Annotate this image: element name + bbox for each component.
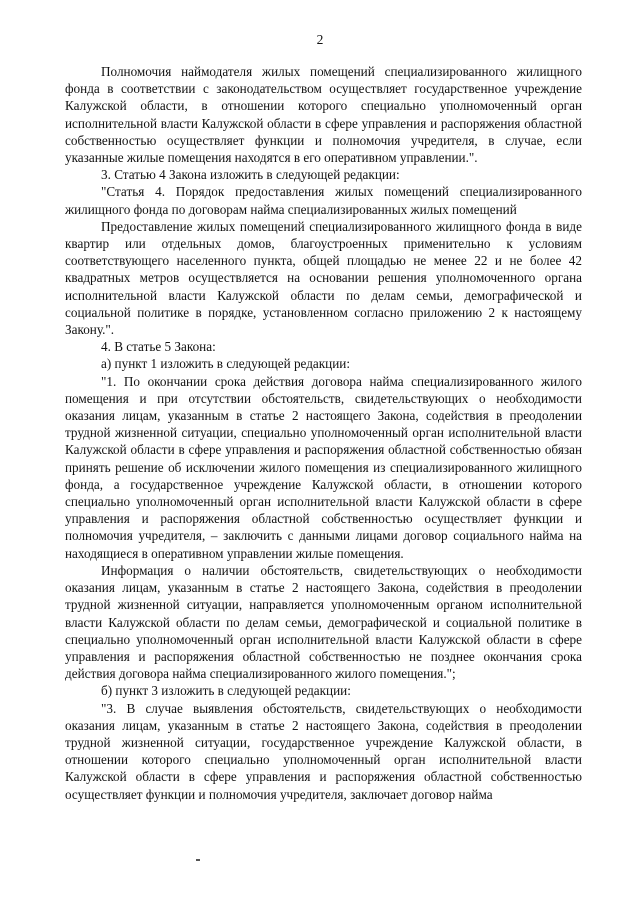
paragraph-landlord-powers: Полномочия наймодателя жилых помещений специализированного жилищного фонда в соответствии с законодательством осуществляет государственное учреждение Калужской области, в отношении которого специально уполномоченный орган исполнительной власти Калужской области в сфере управления и распоряжения областной собственностью осуществляет функции и полномочия учредителя, в случае, если указанные жилые помещения находятся в его оперативном управлении.".: [65, 64, 582, 166]
paragraph-article-4-text: Предоставление жилых помещений специализированного жилищного фонда в виде квартир или отдельных домов, благоустроенных применительно к условиям соответствующего населенного пункта, общей площадью не менее 22 и не более 42 квадратных метров осуществляется на основании решения уполномоченного органа исполнительной власти Калужской области по делам семьи, демографической и социальной политике в порядке, установленном согласно приложению 2 к настоящему Закону.".: [65, 218, 582, 338]
paragraph-subitem-b: б) пункт 3 изложить в следующей редакции:: [101, 683, 351, 699]
paragraph-clause-1: "1. По окончании срока действия договора найма специализированного жилого помещения и при отсутствии обстоятельств, свидетельствующих о необходимости оказания лицам, указанным в статье 2 настоящего Закона, содействия в преодолении трудной жизненной ситуации, специально уполномоченный орган исполнительной власти Калужской области в сфере управления и распоряжения областной собственностью обязан принять решение об исключении жилого помещения из специализированного жилищного фонда, а государственное учреждение Калужской области, в отношении которого специально уполномоченный орган исполнительной власти Калужской области в сфере управления и распоряжения областной собственностью осуществляет функции и полномочия учредителя, – заключить с данными лицами договор социального найма на находящиеся в оперативном управлении жилые помещения.: [65, 373, 582, 561]
paragraph-subitem-a: а) пункт 1 изложить в следующей редакции:: [101, 356, 351, 372]
paragraph-article-4-title: "Статья 4. Порядок предоставления жилых помещений специализированного жилищного фонда по договорам найма специализированных жилых помещений: [65, 184, 582, 217]
paragraph-item-4: 4. В статье 5 Закона:: [101, 339, 216, 355]
document-body: [65, 63, 582, 803]
page-number: 2: [316, 32, 324, 47]
paragraph-item-3: 3. Статью 4 Закона изложить в следующей редакции:: [101, 167, 400, 183]
paragraph-information: Информация о наличии обстоятельств, свидетельствующих о необходимости оказания лицам, указанным в статье 2 настоящего Закона, содействия в преодолении трудной жизненной ситуации, направляется уполномоченным органом исполнительной власти Калужской области по делам семьи, демографической и социальной политике в специально уполномоченный орган исполнительной власти Калужской области в сфере управления и распоряжения областной собственностью не позднее окончания срока действия договора найма специализированного жилого помещения.";: [65, 562, 582, 682]
scan-speck: [196, 859, 200, 861]
paragraph-clause-3: "3. В случае выявления обстоятельств, свидетельствующих о необходимости оказания лицам, указанным в статье 2 настоящего Закона, содействия в преодолении трудной жизненной ситуации, государственное учреждение Калужской области, в отношении которого специально уполномоченный орган исполнительной власти Калужской области в сфере управления и распоряжения областной собственностью осуществляет функции и полномочия учредителя, заключает договор найма: [65, 700, 582, 802]
